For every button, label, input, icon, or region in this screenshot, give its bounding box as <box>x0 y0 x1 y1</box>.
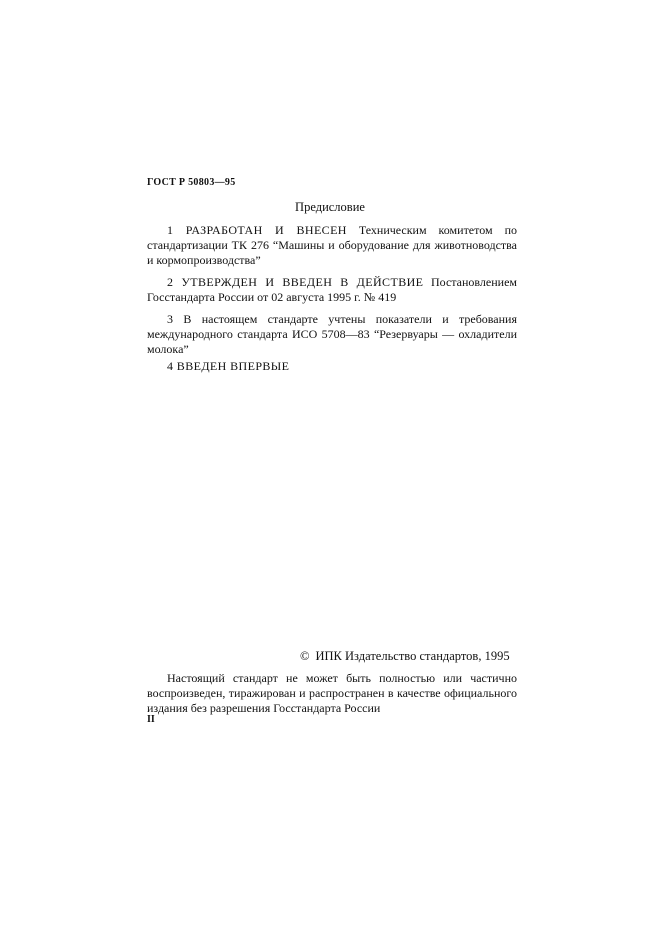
preface-item-2-lead: 2 УТВЕРЖДЕН И ВВЕДЕН В ДЕЙСТВИЕ <box>167 275 424 289</box>
preface-item-4-lead: 4 ВВЕДЕН ВПЕРВЫЕ <box>167 359 290 373</box>
preface-title: Предисловие <box>295 200 365 214</box>
preface-item-2-text: Постановлением Госстандарта России от 02 августа 1995 г. № 419 <box>147 275 518 304</box>
reproduction-notice: Настоящий стандарт не может быть полностью или частично воспроизведен, тиражирован и распространен в качестве официального издания без разрешения Госстандарта России <box>147 671 517 715</box>
preface-item-1-text: Техническим комитетом по стандартизации ТК 276 “Машины и оборудование для животноводства и кормопроизводства” <box>147 223 517 267</box>
preface-item-4 <box>147 359 517 374</box>
copyright-text: ИПК Издательство стандартов, 1995 <box>315 649 510 663</box>
preface-item-1 <box>147 223 517 268</box>
copyright-icon: © <box>300 649 310 663</box>
preface-item-3 <box>147 312 517 357</box>
preface-item-2 <box>147 275 517 305</box>
preface-item-3-text: 3 В настоящем стандарте учтены показатели и требования международного стандарта ИСО 5708—83 “Резервуары — охладители молока” <box>147 312 517 356</box>
standard-code: ГОСТ Р 50803—95 <box>147 177 236 188</box>
page-number: II <box>147 714 155 725</box>
copyright-line <box>300 649 510 664</box>
preface-item-1-lead: 1 РАЗРАБОТАН И ВНЕСЕН <box>167 223 347 237</box>
